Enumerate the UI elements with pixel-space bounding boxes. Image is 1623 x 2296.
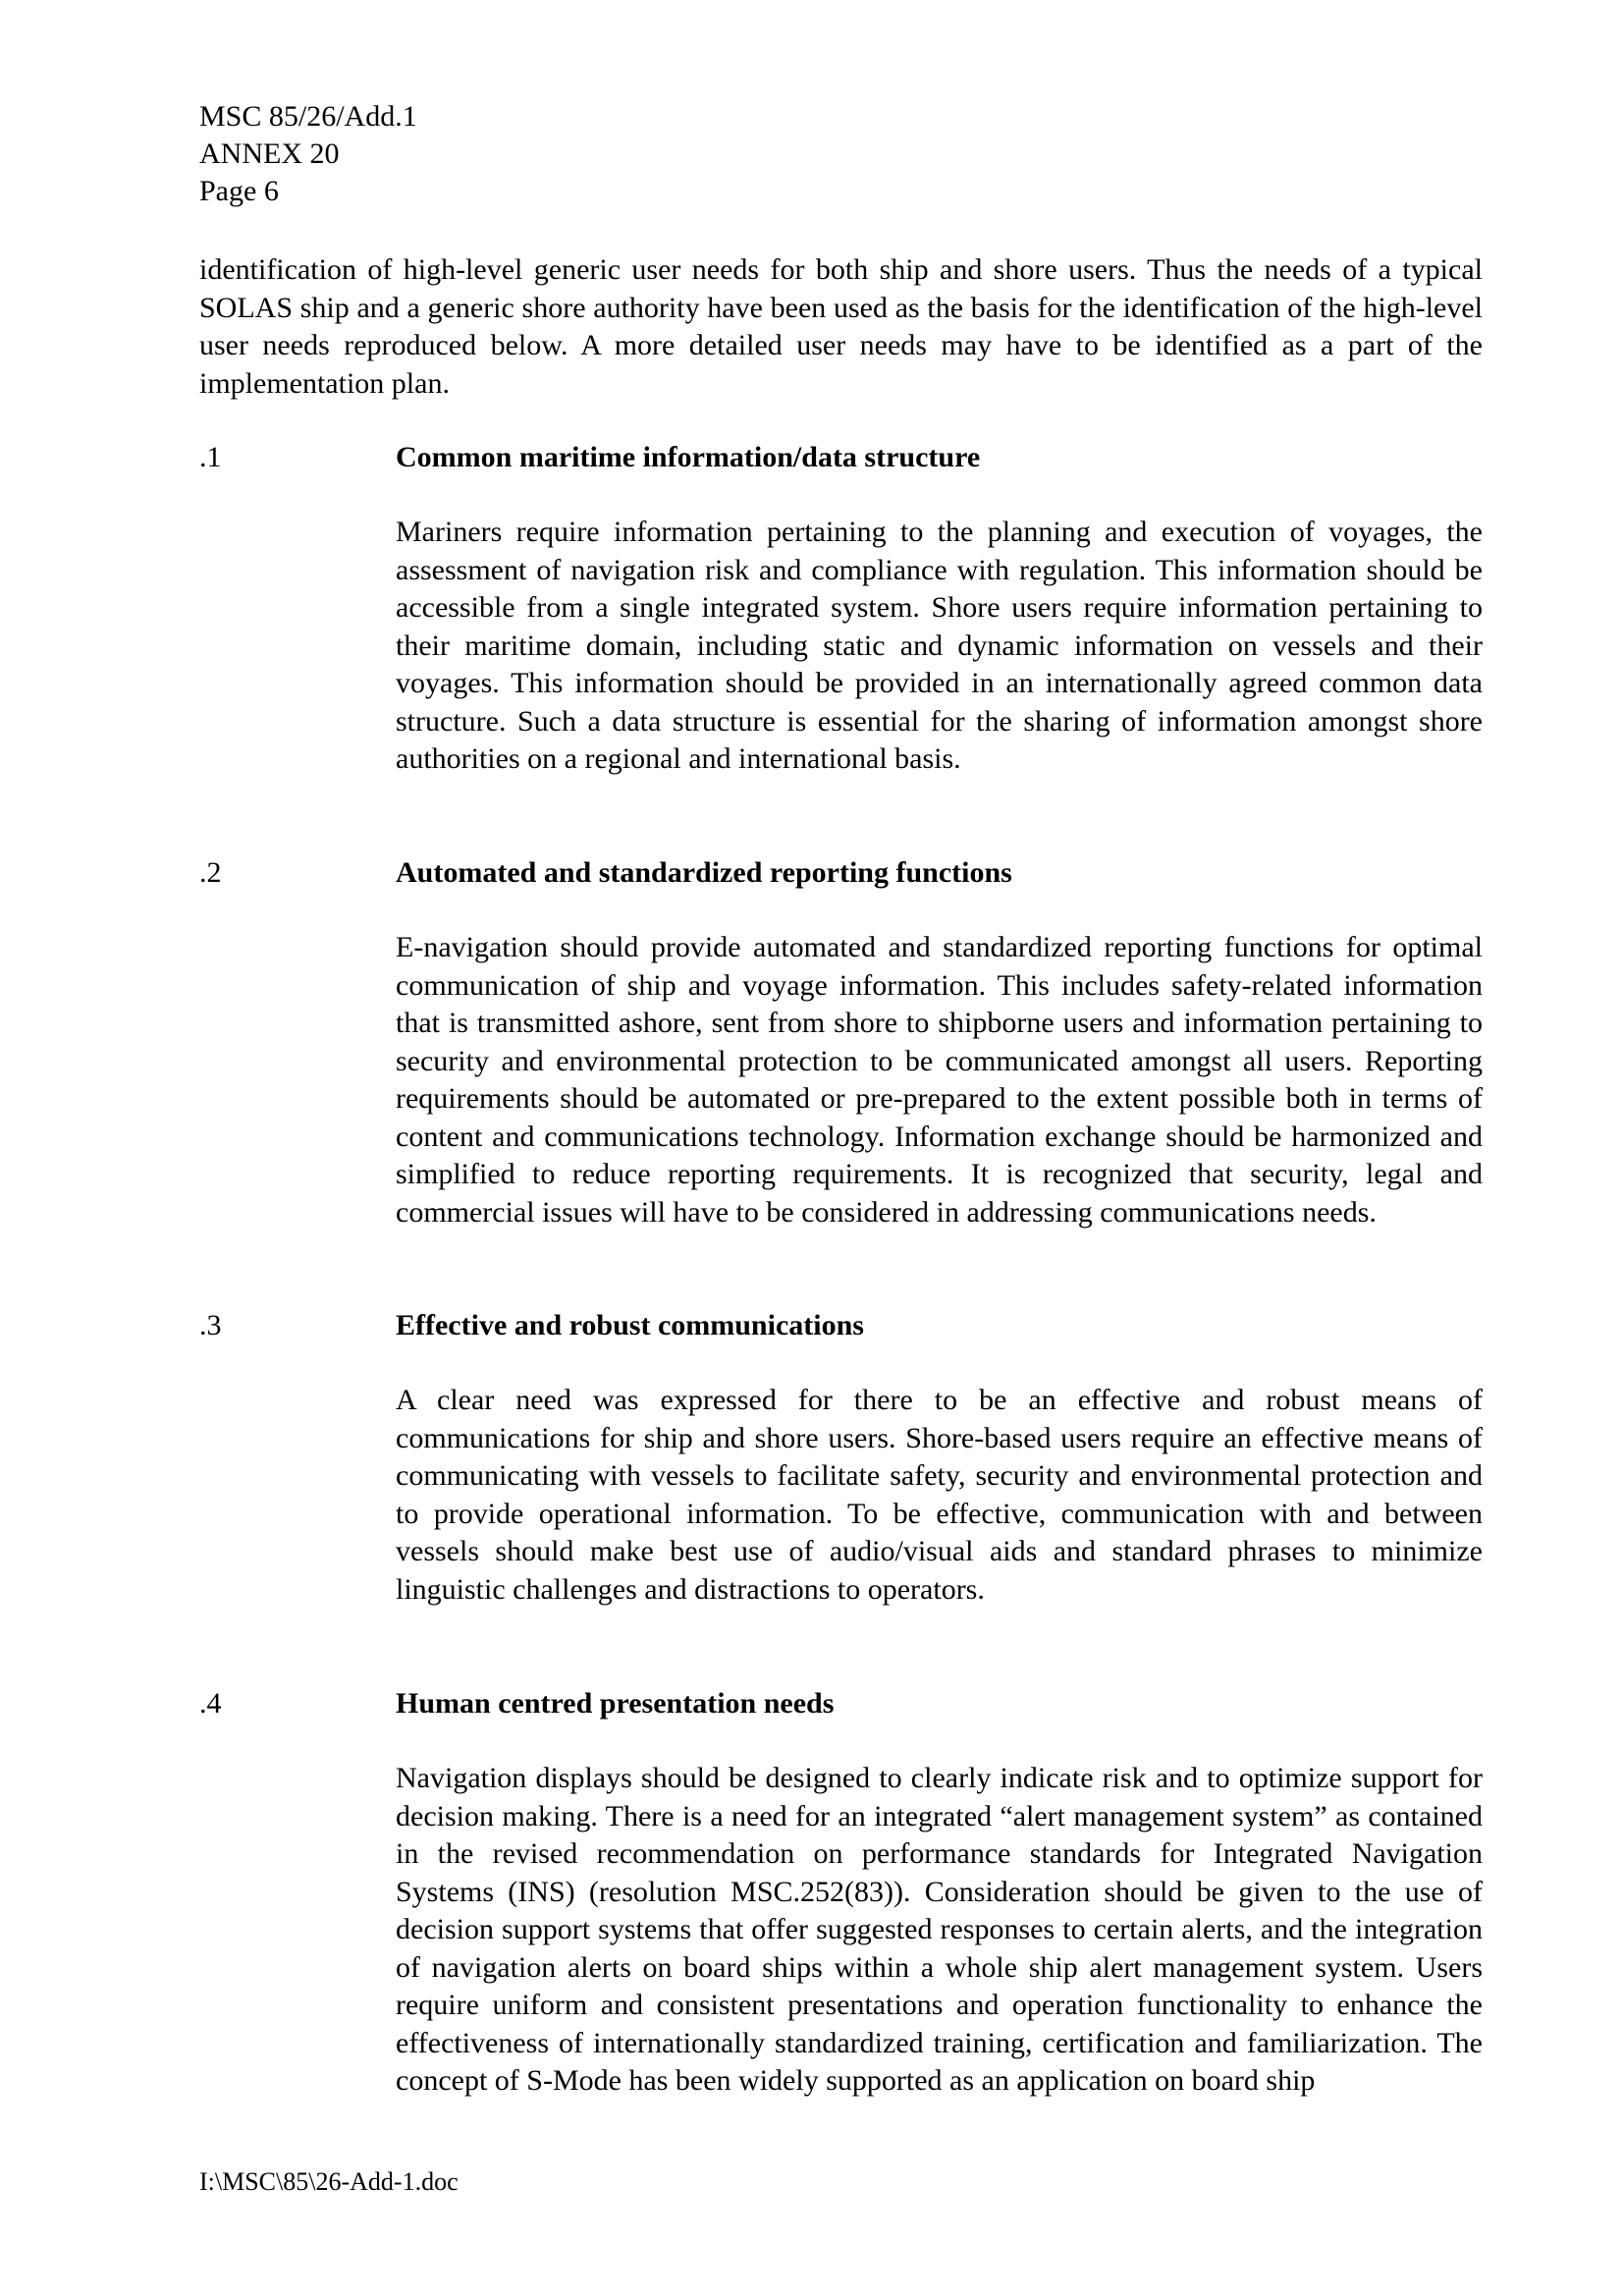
annex-label: ANNEX 20 xyxy=(199,137,340,170)
section-number: .1 xyxy=(199,441,222,473)
section-title: Human centred presentation needs xyxy=(396,1687,835,1720)
section-body: Mariners require information pertaining to the planning and execution of voyages, the assessment of navigation risk and compliance with regulation. This information should be accessible from a single integrated system. Shore users require information pertaining to their maritime domain, including static and dynamic information on vessels and their voyages. This information should be provided in an internationally agreed common data structure. Such a data structure is essential for the sharing of information amongst shore authorities on a regional and international basis. xyxy=(396,516,1483,775)
intro-paragraph: identification of high-level generic user needs for both ship and shore users. Thus the needs of a typical SOLAS ship and a generic shore authority have been used as the basis for the identification of the high-level user needs reproduced below. A more detailed user needs may have to be identified as a part of the implementation plan. xyxy=(199,253,1483,400)
section-heading xyxy=(199,1307,1483,1344)
section-title: Automated and standardized reporting functions xyxy=(396,856,1012,889)
page-header xyxy=(199,98,417,210)
section-number: .2 xyxy=(199,856,222,889)
section-heading xyxy=(199,854,1483,892)
section-body: Navigation displays should be designed to clearly indicate risk and to optimize support for decision making. There is a need for an integrated “alert management system” as contained in the revised recommendation on performance standards for Integrated Navigation Systems (INS) (resolution MSC.252(83)). Consideration should be given to the use of decision support systems that offer suggested responses to certain alerts, and the integration of navigation alerts on board ships within a whole ship alert management system. Users require uniform and consistent presentations and operation functionality to enhance the effectiveness of internationally standardized training, certification and familiarization. The concept of S-Mode has been widely supported as an application on board ship xyxy=(396,1762,1483,2097)
section-3 xyxy=(199,1307,1483,1609)
section-body: E-navigation should provide automated and standardized reporting functions for optimal communication of ship and voyage information. This includes safety-related information that is transmitted ashore, sent from shore to shipborne users and information pertaining to security and environmental protection to be communicated amongst all users. Reporting requirements should be automated or pre-prepared to the extent possible both in terms of content and communications technology. Information exchange should be harmonized and simplified to reduce reporting requirements. It is recognized that security, legal and commercial issues will have to be considered in addressing communications needs. xyxy=(396,931,1483,1229)
section-2 xyxy=(199,854,1483,1231)
section-title: Common maritime information/data structure xyxy=(396,441,981,473)
section-number: .4 xyxy=(199,1687,222,1720)
document-reference: MSC 85/26/Add.1 xyxy=(199,100,417,133)
section-heading xyxy=(199,439,1483,476)
file-path-footer: I:\MSC\85\26-Add-1.doc xyxy=(199,2167,459,2196)
section-heading xyxy=(199,1685,1483,1722)
page-number: Page 6 xyxy=(199,175,279,207)
section-body: A clear need was expressed for there to be an effective and robust means of communications for ship and shore users. Shore-based users require an effective means of communicating with vessels to facilitate safety, security and environmental protection and to provide operational information. To be effective, communication with and between vessels should make best use of audio/visual aids and standard phrases to minimize linguistic challenges and distractions to operators. xyxy=(396,1384,1483,1606)
section-title: Effective and robust communications xyxy=(396,1309,864,1341)
section-4 xyxy=(199,1685,1483,2101)
section-1 xyxy=(199,439,1483,779)
section-number: .3 xyxy=(199,1309,222,1341)
